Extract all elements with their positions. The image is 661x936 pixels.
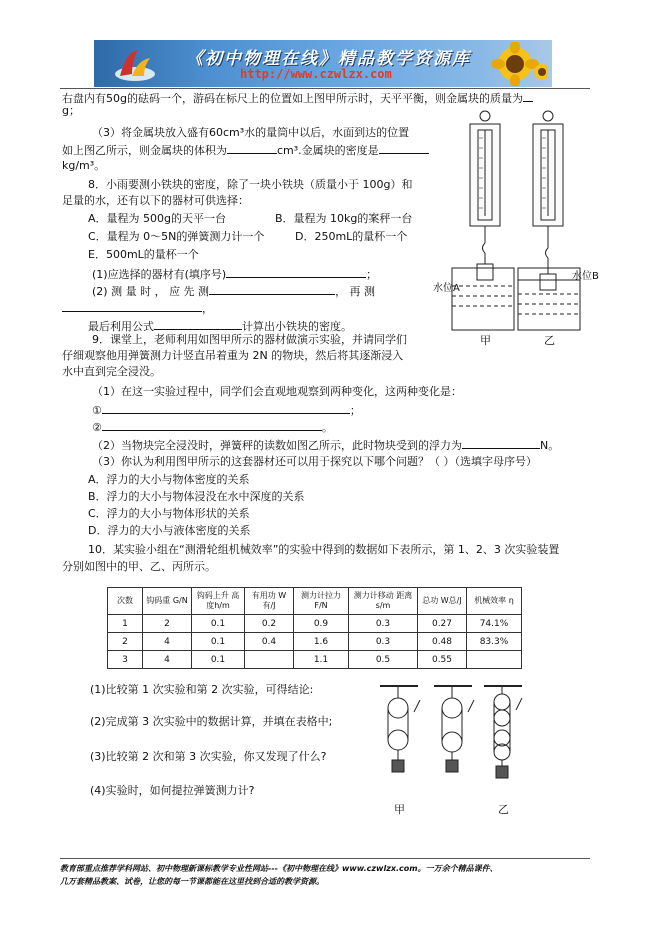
q10-part3: (3)比较第 2 次和第 3 次实验，你又发现了什么?	[90, 750, 327, 763]
table-cell-blank-efficiency[interactable]	[467, 651, 522, 669]
blank-equipment[interactable]	[226, 266, 366, 278]
header-banner	[94, 40, 552, 87]
water-level-a-label: 水位A	[433, 283, 460, 294]
table-cell: 0.3	[349, 615, 418, 633]
q8-option-b: B．量程为 10kg的案秤一台	[275, 212, 413, 225]
q3-line1: （3）将金属块放入盛有60cm³水的量筒中以后，水面到达的位置	[92, 126, 410, 139]
table-row	[108, 615, 522, 633]
footer-line-2: 几万套精品教案、试卷，让您的每一节课都能在这里找到合适的教学资源。	[60, 877, 324, 886]
q8-option-d: D．250mL的量杯一个	[295, 230, 408, 243]
banner-url: http://www.czwlzx.com	[240, 67, 392, 81]
q9-part1-b	[92, 419, 333, 435]
banner-title: 《初中物理在线》精品教学资源库	[186, 49, 471, 69]
q9-part2-text: （2）当物块完全浸没时，弹簧秤的读数如图乙所示，此时物块受到的浮力为	[92, 439, 462, 452]
q8-part3	[88, 318, 352, 334]
table-row	[108, 633, 522, 651]
q9-part2-unit: N。	[540, 439, 560, 452]
table-cell: 0.9	[294, 615, 349, 633]
q9-part1-a-label: ①	[92, 404, 102, 417]
table-header: 钩码上升 高度h/m	[192, 588, 245, 615]
blank-buoyancy[interactable]	[462, 437, 540, 449]
table-header: 钩码重 G/N	[143, 588, 192, 615]
blank-formula[interactable]	[154, 318, 242, 330]
q3-text-b: cm³.金属块的密度是	[277, 144, 379, 157]
q10-part1: (1)比较第 1 次实验和第 2 次实验，可得结论:	[90, 683, 314, 696]
site-logo-icon	[112, 46, 158, 84]
table-cell: 74.1%	[467, 615, 522, 633]
table-cell: 0.55	[418, 651, 467, 669]
table-header: 测力计拉力F/N	[294, 588, 349, 615]
q9-part1-b-label: ②	[92, 421, 102, 434]
q8-part3-text-a: 最后利用公式	[88, 320, 154, 333]
blank-change-2[interactable]	[102, 419, 322, 431]
table-cell: 0.1	[192, 651, 245, 669]
blank-density[interactable]	[379, 142, 429, 154]
pulley-caption-jia: 甲	[394, 803, 405, 816]
spring-scale-figure	[430, 108, 600, 348]
sunflower-icon	[482, 42, 548, 86]
table-header: 总功 W总/J	[418, 588, 467, 615]
q8-part2-end: ，	[202, 302, 213, 315]
q9-line3: 水中直到完全浸没。	[62, 365, 161, 378]
q8-part1-text: (1)应选择的器材有(填序号)	[92, 268, 227, 281]
q8-option-c: C．量程为 0～5N的弹簧测力计一个	[88, 230, 265, 243]
q9-part1-a-end: ；	[349, 404, 361, 417]
q9-part1-b-end: 。	[321, 421, 333, 434]
table-cell: 0.2	[245, 615, 294, 633]
q7-unit: g；	[62, 104, 80, 117]
q9-part1: （1）在这一实验过程中，同学们会直观地观察到两种变化，这两种变化是：	[92, 385, 462, 398]
q8-option-e: E．500mL的量杯一个	[88, 248, 199, 261]
blank-change-1[interactable]	[102, 402, 350, 414]
header-rule	[60, 88, 590, 89]
table-cell: 4	[143, 633, 192, 651]
q8-line1: 8．小雨要测小铁块的密度，除了一块小铁块（质量小于 100g）和	[88, 178, 413, 191]
table-cell: 0.5	[349, 651, 418, 669]
q8-part2-text-a: (2) 测 量 时 ， 应 先 测	[92, 285, 210, 298]
table-cell: 2	[108, 633, 143, 651]
page-footer	[60, 862, 600, 888]
pulley-figure	[372, 680, 532, 790]
table-row	[108, 651, 522, 669]
table-cell: 0.48	[418, 633, 467, 651]
table-header-row	[108, 588, 522, 615]
blank-measure-second[interactable]	[62, 300, 202, 312]
table-cell: 0.1	[192, 633, 245, 651]
q9-option-d: D．浮力的大小与液体密度的关系	[88, 524, 251, 537]
table-cell: 0.1	[192, 615, 245, 633]
q9-line1: 9．课堂上，老师利用如图甲所示的器材做演示实验，并请同学们	[92, 333, 407, 346]
table-header: 机械效率 η	[467, 588, 522, 615]
figure-caption-yi: 乙	[544, 334, 555, 347]
table-cell: 1.1	[294, 651, 349, 669]
table-header: 次数	[108, 588, 143, 615]
table-header: 有用功 W有/J	[245, 588, 294, 615]
q10-part4: (4)实验时，如何提拉弹簧测力计?	[90, 784, 255, 797]
q9-part2	[92, 437, 559, 453]
q8-part2	[92, 283, 375, 299]
q3-line3: kg/m³。	[62, 159, 106, 172]
table-header: 测力计移动 距离 s/m	[349, 588, 418, 615]
pulley-data-table	[107, 587, 522, 669]
footer-rule	[60, 858, 590, 859]
q9-option-b: B．浮力的大小与物体浸没在水中深度的关系	[88, 490, 305, 503]
figure-caption-jia: 甲	[480, 334, 491, 347]
table-cell: 83.3%	[467, 633, 522, 651]
table-cell: 4	[143, 651, 192, 669]
hook-ring-icon	[480, 111, 490, 121]
q8-part3-text-b: 计算出小铁块的密度。	[242, 320, 352, 333]
water-level-b-label: 水位B	[572, 271, 599, 282]
q9-option-c: C．浮力的大小与物体形状的关系	[88, 507, 250, 520]
table-cell: 1	[108, 615, 143, 633]
q9-part1-a	[92, 402, 361, 418]
q10-line2: 分别如图中的甲、乙、丙所示。	[62, 560, 216, 573]
q9-line2: 仔细观察他用弹簧测力计竖直吊着重为 2N 的物块，然后将其逐渐浸入	[62, 349, 404, 362]
q8-part1-end: ；	[366, 268, 378, 281]
q8-part1	[92, 266, 377, 282]
table-cell: 2	[143, 615, 192, 633]
table-cell: 0.3	[349, 633, 418, 651]
q9-option-a: A．浮力的大小与物体密度的关系	[88, 473, 250, 486]
table-cell: 3	[108, 651, 143, 669]
q7-text: 右盘内有50g的砝码一个，游码在标尺上的位置如上图甲所示时，天平平衡，则金属块的质量为	[62, 92, 523, 105]
table-cell: 0.27	[418, 615, 467, 633]
blank-volume[interactable]	[227, 142, 277, 154]
q8-line2: 足量的水，还有以下的器材可供选择：	[62, 194, 249, 207]
q10-line1: 10．某实验小组在“测滑轮组机械效率”的实验中得到的数据如下表所示，第 1、2、3 次实验装置	[88, 543, 560, 556]
q3-line2	[62, 142, 429, 158]
table-cell: 1.6	[294, 633, 349, 651]
blank-measure-first[interactable]	[209, 283, 335, 295]
footer-line-1: 教育部重点推荐学科网站、初中物理新课标教学专业性网站---《初中物理在线》www.czwlzx.com。一万余个精品课件、	[60, 864, 498, 873]
q8-part2-text-b: ， 再 测	[335, 285, 376, 298]
table-cell-blank-useful-work[interactable]	[245, 651, 294, 669]
q3-text-a: 如上图乙所示，则金属块的体积为	[62, 144, 227, 157]
q8-option-a: A．量程为 500g的天平一台	[88, 212, 226, 225]
q8-part2-cont	[62, 300, 213, 316]
pulley-caption-yi: 乙	[498, 803, 509, 816]
q10-part2: (2)完成第 3 次实验中的数据计算，并填在表格中;	[90, 715, 333, 728]
text-line	[62, 90, 533, 106]
table-cell: 0.4	[245, 633, 294, 651]
q9-part3: （3）你认为利用图甲所示的这套器材还可以用于探究以下哪个问题？（ ）（选填字母序号）	[92, 455, 537, 468]
